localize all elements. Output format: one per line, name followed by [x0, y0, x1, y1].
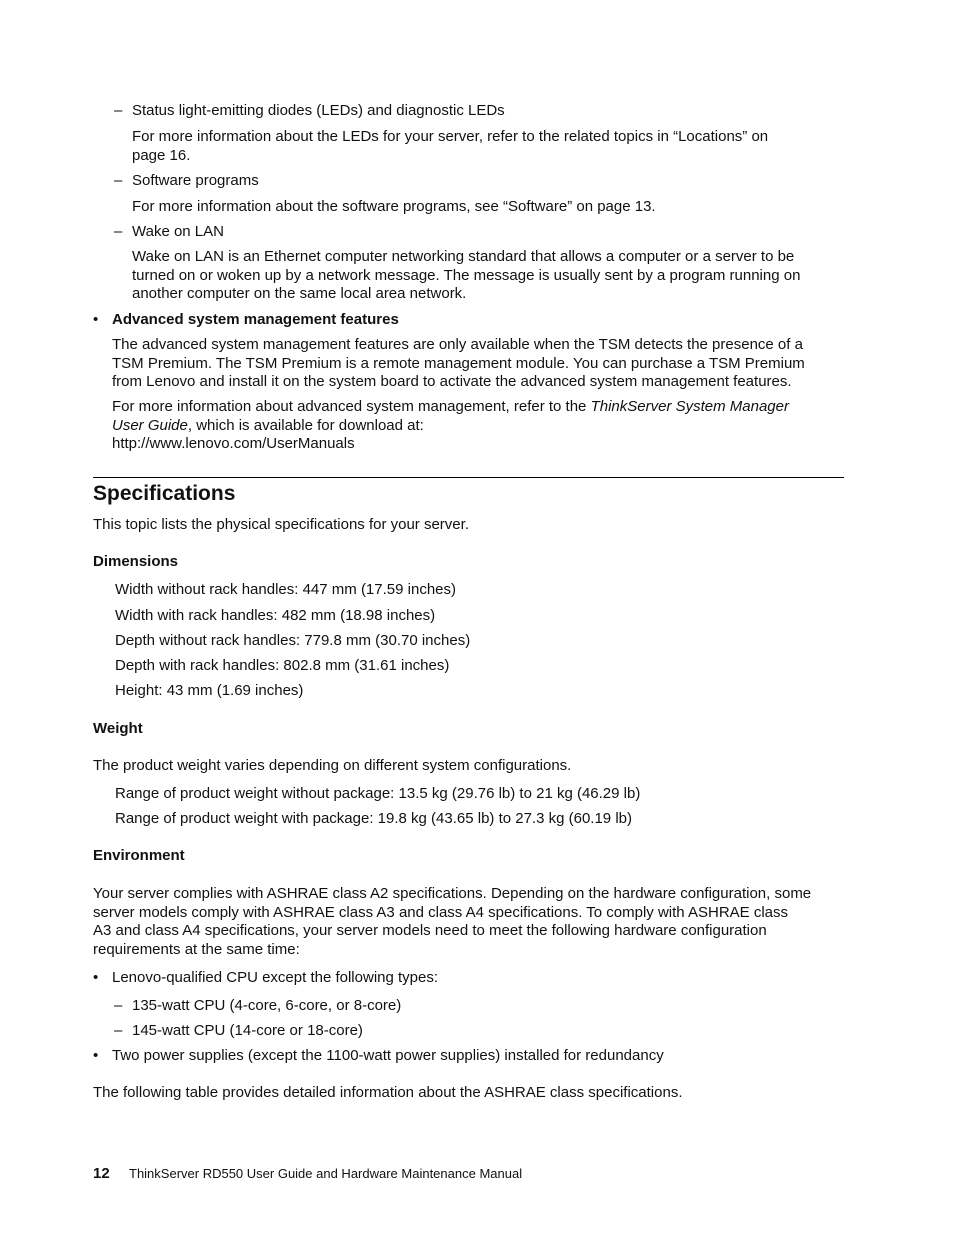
- dash-marker: –: [114, 1022, 123, 1039]
- weight-item: Range of product weight without package: 13.5 kg (29.76 lb) to 21 kg (46.29 lb): [115, 785, 641, 802]
- status-leds-description: For more information about the LEDs for your server, refer to the related topics in “Locations” on page 16.: [132, 128, 769, 164]
- dash-marker: –: [114, 102, 123, 119]
- dimension-item: Depth with rack handles: 802.8 mm (31.61 inches): [115, 657, 450, 674]
- bullet-marker: •: [93, 969, 99, 986]
- environment-paragraph: Your server complies with ASHRAE class A2 specifications. Depending on the hardware configuration, some server models comply with ASHRAE class A3 and class A4 specifications. To comply with ASHRAE class A3 and class A4 specifications, your server models need to meet the following hardware configuration requirements at the same time:: [93, 885, 812, 959]
- dash-marker: –: [114, 172, 123, 189]
- guide-title-part1: ThinkServer System Manager: [590, 398, 789, 415]
- cpu-exception-item: 135-watt CPU (4-core, 6-core, or 8-core): [132, 997, 402, 1014]
- list-item-status-leds: Status light-emitting diodes (LEDs) and diagnostic LEDs: [132, 102, 505, 119]
- page-number: 12: [93, 1165, 110, 1182]
- table-intro-paragraph: The following table provides detailed information about the ASHRAE class specifications.: [93, 1084, 683, 1101]
- list-item-wake-on-lan: Wake on LAN: [132, 223, 224, 240]
- weight-item: Range of product weight with package: 19.8 kg (43.65 lb) to 27.3 kg (60.19 lb): [115, 810, 632, 827]
- advanced-features-heading: Advanced system management features: [112, 311, 399, 328]
- section-divider: [93, 477, 844, 478]
- section-title: Specifications: [93, 482, 236, 505]
- guide-title-part2: User Guide: [112, 416, 188, 434]
- dimension-item: Width with rack handles: 482 mm (18.98 inches): [115, 607, 436, 624]
- list-item-software-programs: Software programs: [132, 172, 259, 189]
- dash-marker: –: [114, 223, 123, 240]
- advanced-more-info-paragraph: For more information about advanced system management, refer to the ThinkServer System Manager User Guide, which is available for download at: http://www.lenovo.com/UserManuals: [112, 398, 789, 453]
- environment-heading: Environment: [93, 847, 185, 864]
- dimension-item: Width without rack handles: 447 mm (17.59 inches): [115, 581, 456, 598]
- power-supply-requirement-item: Two power supplies (except the 1100-watt power supplies) installed for redundancy: [112, 1047, 664, 1064]
- section-intro: This topic lists the physical specifications for your server.: [93, 516, 469, 533]
- advanced-features-paragraph: The advanced system management features are only available when the TSM detects the presence of a TSM Premium. The TSM Premium is a remote management module. You can purchase a TSM Premium from Lenovo and install it on the system board to activate the advanced system management features.: [112, 336, 805, 391]
- software-programs-description: For more information about the software programs, see “Software” on page 13.: [132, 198, 656, 215]
- dimension-item: Depth without rack handles: 779.8 mm (30.70 inches): [115, 632, 471, 649]
- dimension-item: Height: 43 mm (1.69 inches): [115, 682, 304, 699]
- bullet-marker: •: [93, 311, 99, 328]
- footer-document-title: ThinkServer RD550 User Guide and Hardware Maintenance Manual: [129, 1166, 523, 1181]
- dash-marker: –: [114, 997, 123, 1014]
- weight-intro: The product weight varies depending on different system configurations.: [93, 757, 572, 774]
- wake-on-lan-description: Wake on LAN is an Ethernet computer networking standard that allows a computer or a server to be turned on or woken up by a network message. The message is usually sent by a program running on another computer on the same local area network.: [132, 248, 801, 303]
- user-manuals-link[interactable]: http://www.lenovo.com/UserManuals: [112, 435, 355, 453]
- bullet-marker: •: [93, 1047, 99, 1064]
- weight-heading: Weight: [93, 720, 143, 737]
- dimensions-heading: Dimensions: [93, 553, 179, 570]
- cpu-requirement-item: Lenovo-qualified CPU except the following types:: [112, 969, 439, 986]
- cpu-exception-item: 145-watt CPU (14-core or 18-core): [132, 1022, 363, 1039]
